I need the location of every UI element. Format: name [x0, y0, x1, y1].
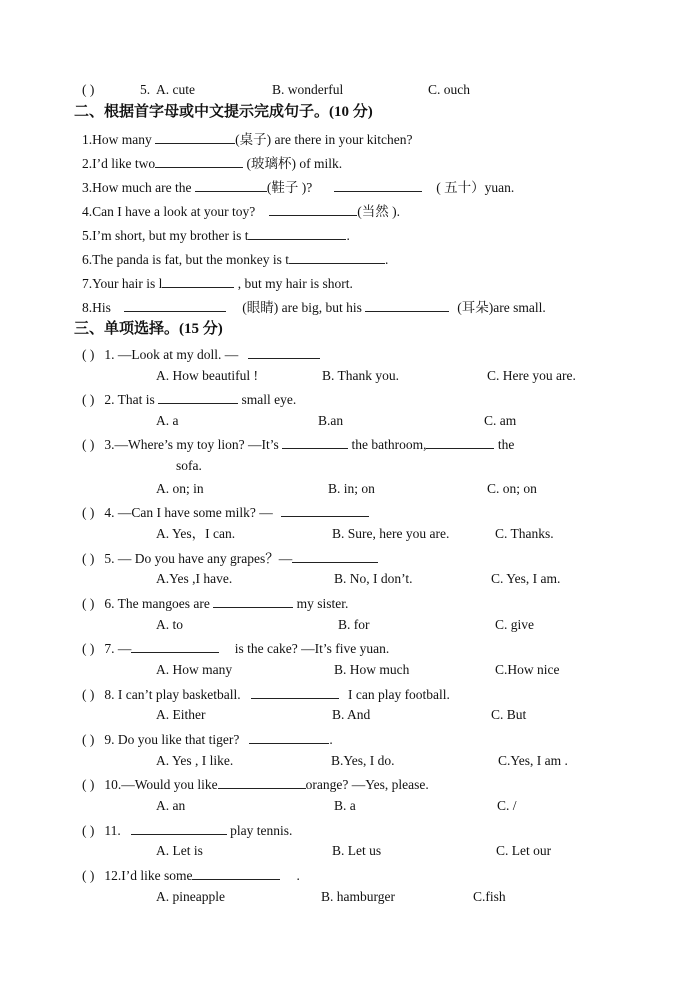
mc-question-8: ( ) 8. I can’t play basketball. I can play football.	[82, 684, 450, 704]
answer-paren[interactable]: ( )	[82, 551, 95, 566]
option-a[interactable]: A. a	[156, 413, 179, 428]
blank[interactable]	[213, 593, 293, 608]
section-3-title: 三、单项选择。(15 分)	[74, 321, 223, 337]
blank[interactable]	[218, 774, 306, 789]
answer-paren[interactable]: ( )	[82, 777, 95, 792]
option-c: C. ouch	[428, 82, 470, 97]
blank[interactable]	[158, 389, 238, 404]
question-continuation: sofa.	[176, 458, 202, 473]
answer-paren[interactable]: ( )	[82, 347, 95, 362]
s2-item-3: 3.How much are the (鞋子 )? ( 五十）yuan.	[82, 177, 514, 197]
option-b[interactable]: B. Thank you.	[322, 368, 399, 383]
option-a[interactable]: A. Yes，I can.	[156, 526, 236, 541]
s2-item-1: 1.How many (桌子) are there in your kitchen?	[82, 129, 412, 149]
s2-item-5: 5.I’m short, but my brother is t .	[82, 225, 350, 245]
blank[interactable]	[282, 434, 348, 449]
option-a[interactable]: A. Let is	[156, 843, 203, 858]
option-b[interactable]: B. for	[338, 617, 370, 632]
option-b[interactable]: B. hamburger	[321, 889, 395, 904]
option-b[interactable]: B. How much	[334, 662, 410, 677]
answer-paren[interactable]: ( )	[82, 437, 95, 452]
answer-paren[interactable]: ( )	[82, 687, 95, 702]
s2-item-7: 7.Your hair is l , but my hair is short.	[82, 273, 353, 293]
mc-question-9: ( ) 9. Do you like that tiger? .	[82, 729, 333, 749]
mc-question-6: ( ) 6. The mangoes are my sister.	[82, 593, 348, 613]
blank[interactable]	[281, 502, 369, 517]
blank[interactable]	[269, 201, 357, 216]
blank[interactable]	[155, 129, 235, 144]
option-c[interactable]: C. Yes, I am.	[491, 571, 561, 586]
blank[interactable]	[292, 548, 378, 563]
option-b: B. wonderful	[272, 82, 344, 97]
option-a[interactable]: A. Yes , I like.	[156, 753, 234, 768]
blank[interactable]	[155, 153, 243, 168]
blank[interactable]	[192, 865, 280, 880]
s2-item-2: 2.I’d like two (玻璃杯) of milk.	[82, 153, 342, 173]
blank[interactable]	[131, 638, 219, 653]
option-c[interactable]: C.How nice	[495, 662, 560, 677]
s2-item-4: 4.Can I have a look at your toy? (当然 ).	[82, 201, 400, 221]
option-a[interactable]: A. How many	[156, 662, 233, 677]
option-b[interactable]: B. a	[334, 798, 356, 813]
blank[interactable]	[334, 177, 422, 192]
mc-question-7: ( ) 7. — is the cake? —It’s five yuan.	[82, 638, 389, 658]
section-2-title: 二、根据首字母或中文提示完成句子。(10 分)	[74, 104, 373, 120]
option-c[interactable]: C. Let our	[496, 843, 552, 858]
option-b[interactable]: B. Sure, here you are.	[332, 526, 450, 541]
option-c[interactable]: C. Thanks.	[495, 526, 554, 541]
blank[interactable]	[248, 344, 320, 359]
option-a[interactable]: A.Yes ,I have.	[156, 571, 233, 586]
blank[interactable]	[289, 249, 385, 264]
option-a[interactable]: A. How beautiful !	[156, 368, 258, 383]
option-b[interactable]: B. in; on	[328, 481, 375, 496]
answer-paren[interactable]: ( )	[82, 596, 95, 611]
blank[interactable]	[249, 729, 329, 744]
blank[interactable]	[124, 297, 226, 312]
option-c[interactable]: C. Here you are.	[487, 368, 576, 383]
option-b[interactable]: B. No, I don’t.	[334, 571, 413, 586]
option-a[interactable]: A. on; in	[156, 481, 204, 496]
blank[interactable]	[195, 177, 267, 192]
option-c[interactable]: C. /	[497, 798, 517, 813]
mc-question-2: ( ) 2. That is small eye.	[82, 389, 296, 409]
answer-paren[interactable]: ( )	[82, 823, 95, 838]
mc-question-11: ( ) 11. play tennis.	[82, 820, 292, 840]
blank[interactable]	[248, 225, 346, 240]
answer-paren[interactable]: ( )	[82, 868, 95, 883]
option-c[interactable]: C.fish	[473, 889, 506, 904]
mc-question-3: ( ) 3.—Where’s my toy lion? —It’s the bathroom, the	[82, 434, 514, 454]
mc-question-12: ( ) 12.I’d like some .	[82, 865, 300, 885]
option-c[interactable]: C. But	[491, 707, 527, 722]
option-c[interactable]: C. on; on	[487, 481, 537, 496]
option-b[interactable]: B.an	[318, 413, 344, 428]
mc-question-1: ( ) 1. —Look at my doll. —	[82, 344, 320, 364]
blank[interactable]	[162, 273, 234, 288]
option-a[interactable]: A. an	[156, 798, 186, 813]
question-number: 5.	[140, 82, 151, 97]
answer-paren[interactable]: ( )	[82, 505, 95, 520]
option-c[interactable]: C. give	[495, 617, 534, 632]
answer-paren[interactable]: ( )	[82, 641, 95, 656]
option-c[interactable]: C.Yes, I am .	[498, 753, 568, 768]
s2-item-8: 8.His (眼睛) are big, but his (耳朵)are small.	[82, 297, 546, 317]
option-b[interactable]: B. Let us	[332, 843, 382, 858]
blank[interactable]	[365, 297, 449, 312]
option-b[interactable]: B.Yes, I do.	[331, 753, 395, 768]
option-a[interactable]: A. Either	[156, 707, 206, 722]
option-c[interactable]: C. am	[484, 413, 517, 428]
blank[interactable]	[251, 684, 339, 699]
answer-paren[interactable]: ( )	[82, 82, 95, 97]
blank[interactable]	[426, 434, 494, 449]
mc-question-5: ( ) 5. — Do you have any grapes？—	[82, 548, 378, 568]
option-a[interactable]: A. pineapple	[156, 889, 225, 904]
option-b[interactable]: B. And	[332, 707, 371, 722]
option-a[interactable]: A. to	[156, 617, 183, 632]
mc-question-4: ( ) 4. —Can I have some milk? —	[82, 502, 369, 522]
answer-paren[interactable]: ( )	[82, 392, 95, 407]
blank[interactable]	[131, 820, 227, 835]
option-a: A. cute	[156, 82, 195, 97]
mc-question-10: ( ) 10.—Would you like orange? —Yes, please.	[82, 774, 429, 794]
answer-paren[interactable]: ( )	[82, 732, 95, 747]
s2-item-6: 6.The panda is fat, but the monkey is t .	[82, 249, 388, 269]
